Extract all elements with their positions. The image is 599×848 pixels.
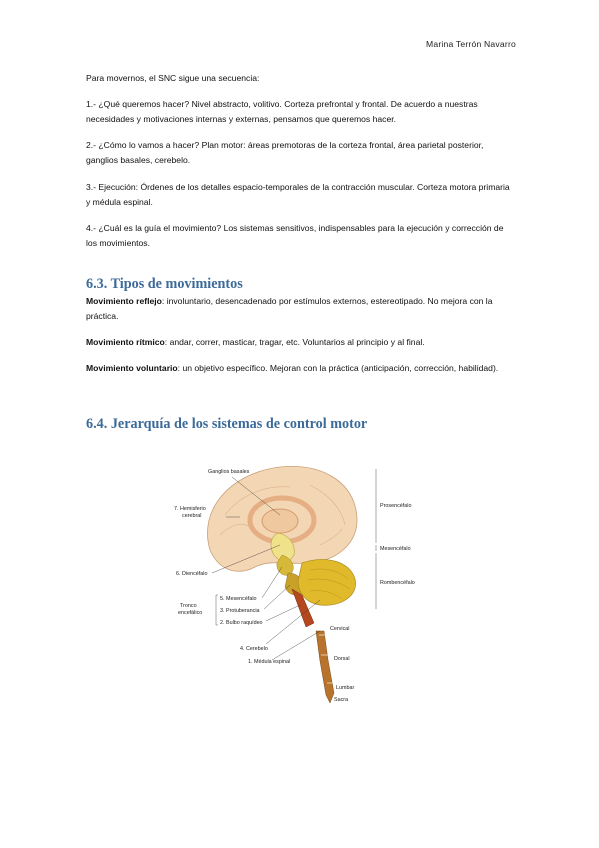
section-6-3-heading: 6.3. Tipos de movimientos bbox=[86, 276, 243, 292]
label-sacra: Sacra bbox=[334, 697, 349, 703]
movement-rhythmic-term: Movimiento rítmico bbox=[86, 337, 165, 347]
label-ganglios-basales: Ganglios basales bbox=[208, 469, 250, 475]
movement-voluntary-item bbox=[86, 361, 516, 376]
label-mesencefalo-right: Mesencéfalo bbox=[380, 546, 411, 552]
label-tronco-2: encefálico bbox=[178, 610, 203, 616]
movement-voluntary-term: Movimiento voluntario bbox=[86, 363, 178, 373]
label-prosencefalo: Prosencéfalo bbox=[380, 503, 412, 509]
cerebellum-shape bbox=[298, 560, 356, 606]
movement-rhythmic-item bbox=[86, 335, 516, 350]
label-protuberancia: 3. Protuberancia bbox=[220, 608, 260, 614]
movement-rhythmic-text: : andar, correr, masticar, tragar, etc. Voluntarios al principio y al final. bbox=[164, 337, 425, 347]
brain-hierarchy-figure bbox=[170, 455, 440, 710]
movement-reflex-text: : involuntario, desencadenado por estímulos externos, estereotipado. No mejora con la práctica. bbox=[86, 296, 493, 321]
movement-voluntary-text: : un objetivo específico. Mejoran con la práctica (anticipación, corrección, habilidad). bbox=[177, 363, 499, 373]
spinal-cord-shape bbox=[316, 631, 334, 703]
label-cervical: Cervical bbox=[330, 626, 350, 632]
brain-hierarchy-illustration bbox=[170, 455, 440, 710]
step-1-paragraph: 1.- ¿Qué queremos hacer? Nivel abstracto, volitivo. Corteza prefrontal y frontal. De acuerdo a nuestras necesidades y motivaciones internas y externas, pensamos que queremos hacer. bbox=[86, 99, 478, 124]
header-author: Marina Terrón Navarro bbox=[425, 39, 516, 49]
label-lumbar: Lumbar bbox=[336, 685, 355, 691]
intro-paragraph: Para movernos, el SNC sigue una secuencia: bbox=[86, 73, 260, 83]
label-dorsal: Dorsal bbox=[334, 656, 350, 662]
label-diencefalo: 6. Diencéfalo bbox=[176, 571, 208, 577]
movement-reflex-item bbox=[86, 294, 516, 323]
label-tronco-1: Tronco bbox=[180, 603, 197, 609]
label-bulbo: 2. Bulbo raquídeo bbox=[220, 620, 263, 626]
label-hemisferio-1: 7. Hemisferio bbox=[174, 506, 206, 512]
label-mesencefalo: 5. Mesencéfalo bbox=[220, 596, 257, 602]
label-hemisferio-2: cerebral bbox=[182, 513, 202, 519]
label-cerebelo: 4. Cerebelo bbox=[240, 646, 268, 652]
label-medula: 1. Médula espinal bbox=[248, 659, 291, 665]
step-4-paragraph: 4.- ¿Cuál es la guía el movimiento? Los sistemas sensitivos, indispensables para la ejecución y corrección de los movimientos. bbox=[86, 223, 504, 248]
section-6-4-heading: 6.4. Jerarquía de los sistemas de control motor bbox=[86, 416, 368, 432]
label-rombencefalo: Rombencéfalo bbox=[380, 580, 415, 586]
step-3-paragraph: 3.- Ejecución: Órdenes de los detalles espacio-temporales de la contracción muscular. Corteza motora primaria y médula espinal. bbox=[86, 182, 510, 207]
step-2-paragraph: 2.- ¿Cómo lo vamos a hacer? Plan motor: áreas premotoras de la corteza frontal, área parietal posterior, ganglios basales, cerebelo. bbox=[86, 140, 484, 165]
movement-reflex-term: Movimiento reflejo bbox=[86, 296, 162, 306]
